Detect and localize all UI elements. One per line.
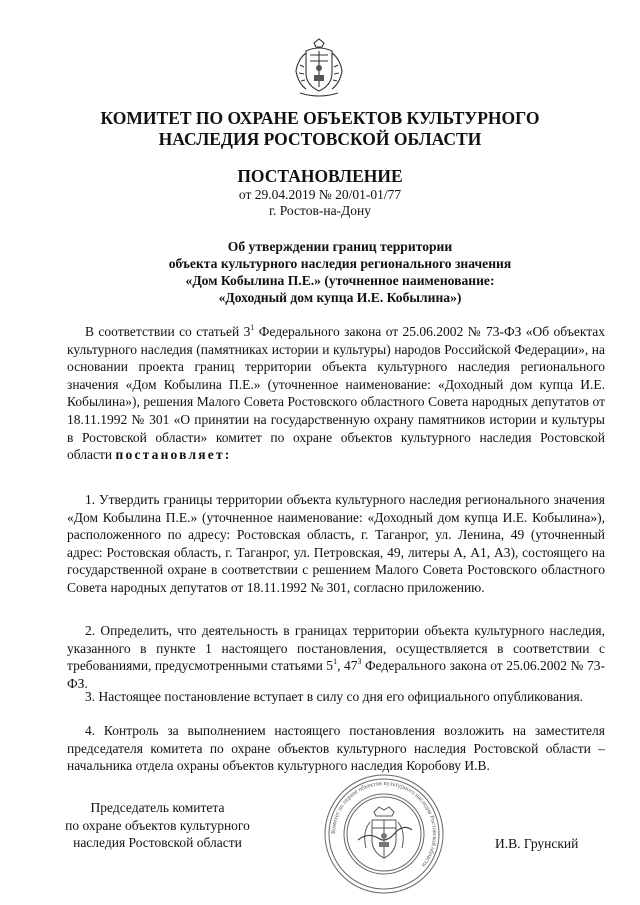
superscript: 1 [250, 323, 255, 332]
document-type: ПОСТАНОВЛЕНИЕ [237, 166, 403, 186]
item-paragraph-2 [67, 622, 605, 692]
document-city: г. Ростов-на-Дону [268, 203, 371, 218]
item-paragraph-1: 1. Утвердить границы территории объекта культурного наследия регионального значения «Дом Кобылина П.Е.» (уточненное наименование: «Доходный дом купца И.Е. Кобылина»), расположенного по адресу: Ростовская область, г. Таганрог, ул. Ленина, 49 (уточненный адрес: Ростовская область, г. Таганрог, ул. Петровская, 49, литеры А, А1, А3), состоящего на государственной охране в соответствии с решением Малого Совета Ростовского областного Совета народных депутатов от 18.11.1992 № 301, согласно приложению. [67, 492, 605, 595]
seal-text: Комитет по охране объектов культурного наследия Ростовской области [329, 779, 439, 869]
signatory-name: И.В. Грунский [495, 836, 579, 851]
subject-line: «Доходный дом купца И.Е. Кобылина») [218, 290, 462, 305]
position-line: наследия Ростовской области [73, 835, 242, 851]
item-text: , 47 [337, 658, 358, 674]
item-paragraph-4: 4. Контроль за выполнением настоящего постановления возложить на заместителя председателя комитета по охране объектов культурного наследия Ростовской области – начальника отдела охраны объектов культурного наследия Коробову И.В. [67, 723, 605, 774]
item-text: Федерального закона от 25.06.2002 № 73-ФЗ. [67, 658, 605, 691]
signatory-position [40, 799, 275, 852]
position-line: по охране объектов культурного [65, 817, 250, 833]
preamble-paragraph [67, 323, 605, 464]
superscript: 1 [333, 657, 338, 667]
subject-line: объекта культурного наследия регионального значения [168, 256, 512, 271]
document-date-number: от 29.04.2019 № 20/01-01/77 [238, 187, 402, 202]
superscript: 3 [357, 657, 362, 667]
preamble-text: Федерального закона от 25.06.2002 № 73-ФЗ «Об объектах культурного наследия (памятниках истории и культуры) народов Российской Федерации», на основании проекта границ территории объекта культурного наследия регионального значения «Дом Кобылина П.Е.» (уточненное наименование: «Доходный дом купца И.Е. Кобылина»), решения Малого Совета Ростовского областного Совета народных депутатов от 18.11.1992 № 301 «О принятии на государственную охрану памятников истории и культуры в Ростовской области» комитет по охране объектов культурного наследия Ростовской области [67, 324, 606, 463]
subject-line: «Дом Кобылина П.Е.» (уточненное наименование: [185, 273, 495, 288]
item-paragraph-3: 3. Настоящее постановление вступает в силу со дня его официального опубликования. [85, 689, 584, 704]
preamble-text: В соответствии со статьей 3 [85, 324, 251, 339]
item-text: 2. Определить, что деятельность в границах территории объекта культурного наследия, указанного в пункте 1 настоящего постановления, осуществляется в соответствии с требованиями, предусмотренными статьями 5 [67, 623, 605, 674]
subject-line: Об утверждении границ территории [227, 239, 453, 254]
organization-title: КОМИТЕТ ПО ОХРАНЕ ОБЪЕКТОВ КУЛЬТУРНОГО НАСЛЕДИЯ РОСТОВСКОЙ ОБЛАСТИ [100, 108, 540, 149]
coat-of-arms-icon [292, 37, 346, 99]
position-line: Председатель комитета [90, 800, 225, 815]
document-subject [90, 238, 590, 306]
official-seal-icon [322, 772, 446, 896]
decree-word: постановляет: [115, 447, 232, 463]
